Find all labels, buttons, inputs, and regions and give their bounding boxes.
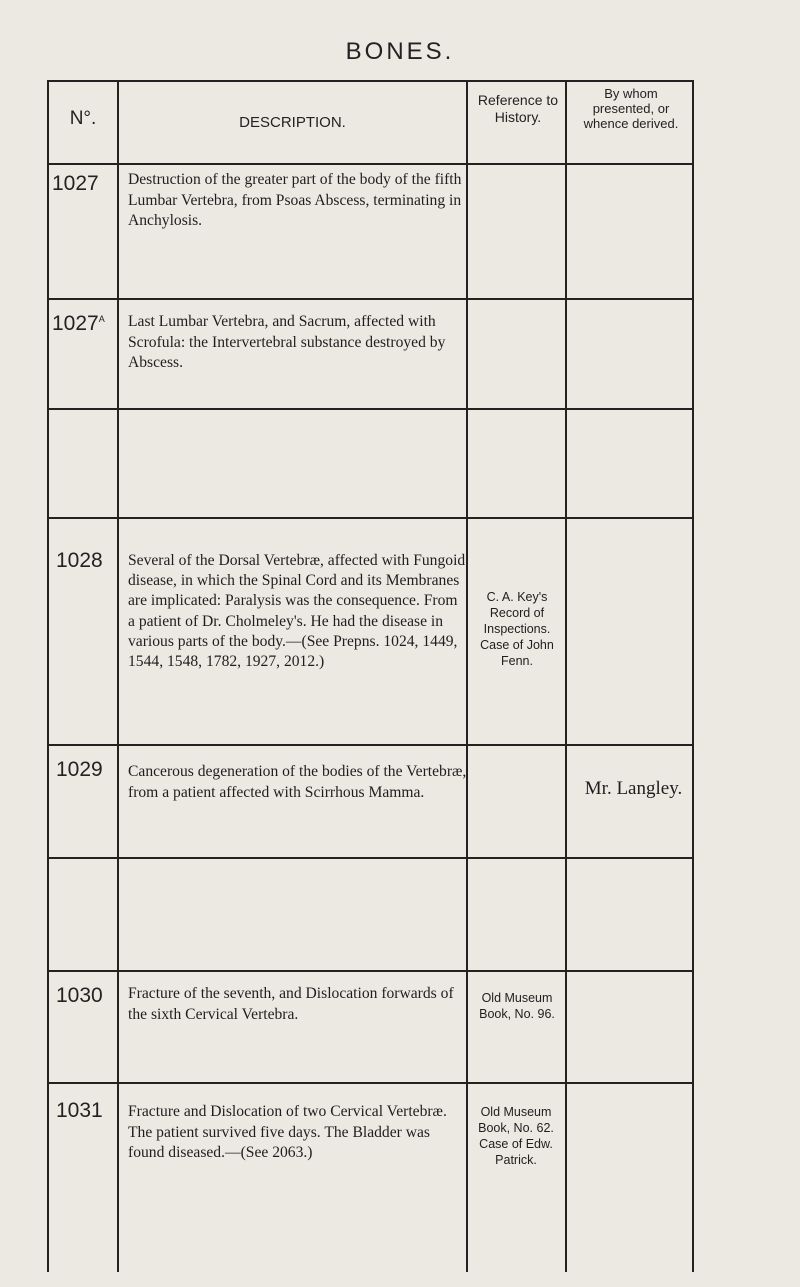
- col-line: [466, 80, 468, 1272]
- row-description: Destruction of the greater part of the body of the fifth Lumbar Vertebra, from Psoas Abscess, terminating in Anchylosis.: [128, 171, 462, 229]
- header-reference: Reference to History.: [477, 92, 559, 125]
- row-line: [47, 1082, 694, 1084]
- row-line: [47, 517, 694, 519]
- row-reference: C. A. Key's Record of Inspections. Case of John Fenn.: [480, 590, 554, 668]
- col-line: [117, 80, 119, 1272]
- row-line: [47, 163, 694, 165]
- row-description: Fracture and Dislocation of two Cervical Vertebræ. The patient survived five days. The Bladder was found diseased.—(See 2063.): [128, 1103, 447, 1161]
- row-description: Several of the Dorsal Vertebræ, affected with Fungoid disease, in which the Spinal Cord and its Membranes are implicated: Paralysis was the consequence. From a patient of Dr. Cholmeley's. He had the disease in various parts of the body.—(See Prepns. 1024, 1449, 1544, 1548, 1782, 1927, 2012.): [128, 552, 466, 671]
- row-number-main: 1027: [52, 312, 99, 335]
- row-number: 1027: [52, 172, 99, 195]
- page-title: BONES.: [345, 38, 455, 65]
- row-donor: Mr. Langley.: [584, 778, 683, 799]
- header-donor: By whom presented, or whence derived.: [583, 86, 679, 131]
- row-line: [47, 408, 694, 410]
- row-number: [52, 312, 105, 336]
- col-line: [47, 80, 49, 1272]
- row-line: [47, 298, 694, 300]
- row-number: 1030: [56, 984, 103, 1007]
- row-line: [47, 744, 694, 746]
- row-description: Last Lumbar Vertebra, and Sacrum, affected with Scrofula: the Intervertebral substance destroyed by Abscess.: [128, 313, 446, 371]
- row-line: [47, 857, 694, 859]
- row-number: 1029: [56, 758, 103, 781]
- row-number: 1028: [56, 549, 103, 572]
- row-line: [47, 970, 694, 972]
- row-number-suffix: A: [98, 314, 105, 324]
- header-no: N°.: [69, 108, 97, 129]
- row-line: [47, 80, 694, 82]
- col-line: [692, 80, 694, 1272]
- row-description: Cancerous degeneration of the bodies of the Vertebræ, from a patient affected with Scirrhous Mamma.: [128, 763, 467, 801]
- header-description: DESCRIPTION.: [239, 114, 346, 131]
- col-line: [565, 80, 567, 1272]
- row-number: 1031: [56, 1099, 103, 1122]
- row-reference: Old Museum Book, No. 96.: [479, 991, 555, 1021]
- row-reference: Old Museum Book, No. 62. Case of Edw. Patrick.: [478, 1105, 554, 1167]
- row-description: Fracture of the seventh, and Dislocation forwards of the sixth Cervical Vertebra.: [128, 985, 454, 1023]
